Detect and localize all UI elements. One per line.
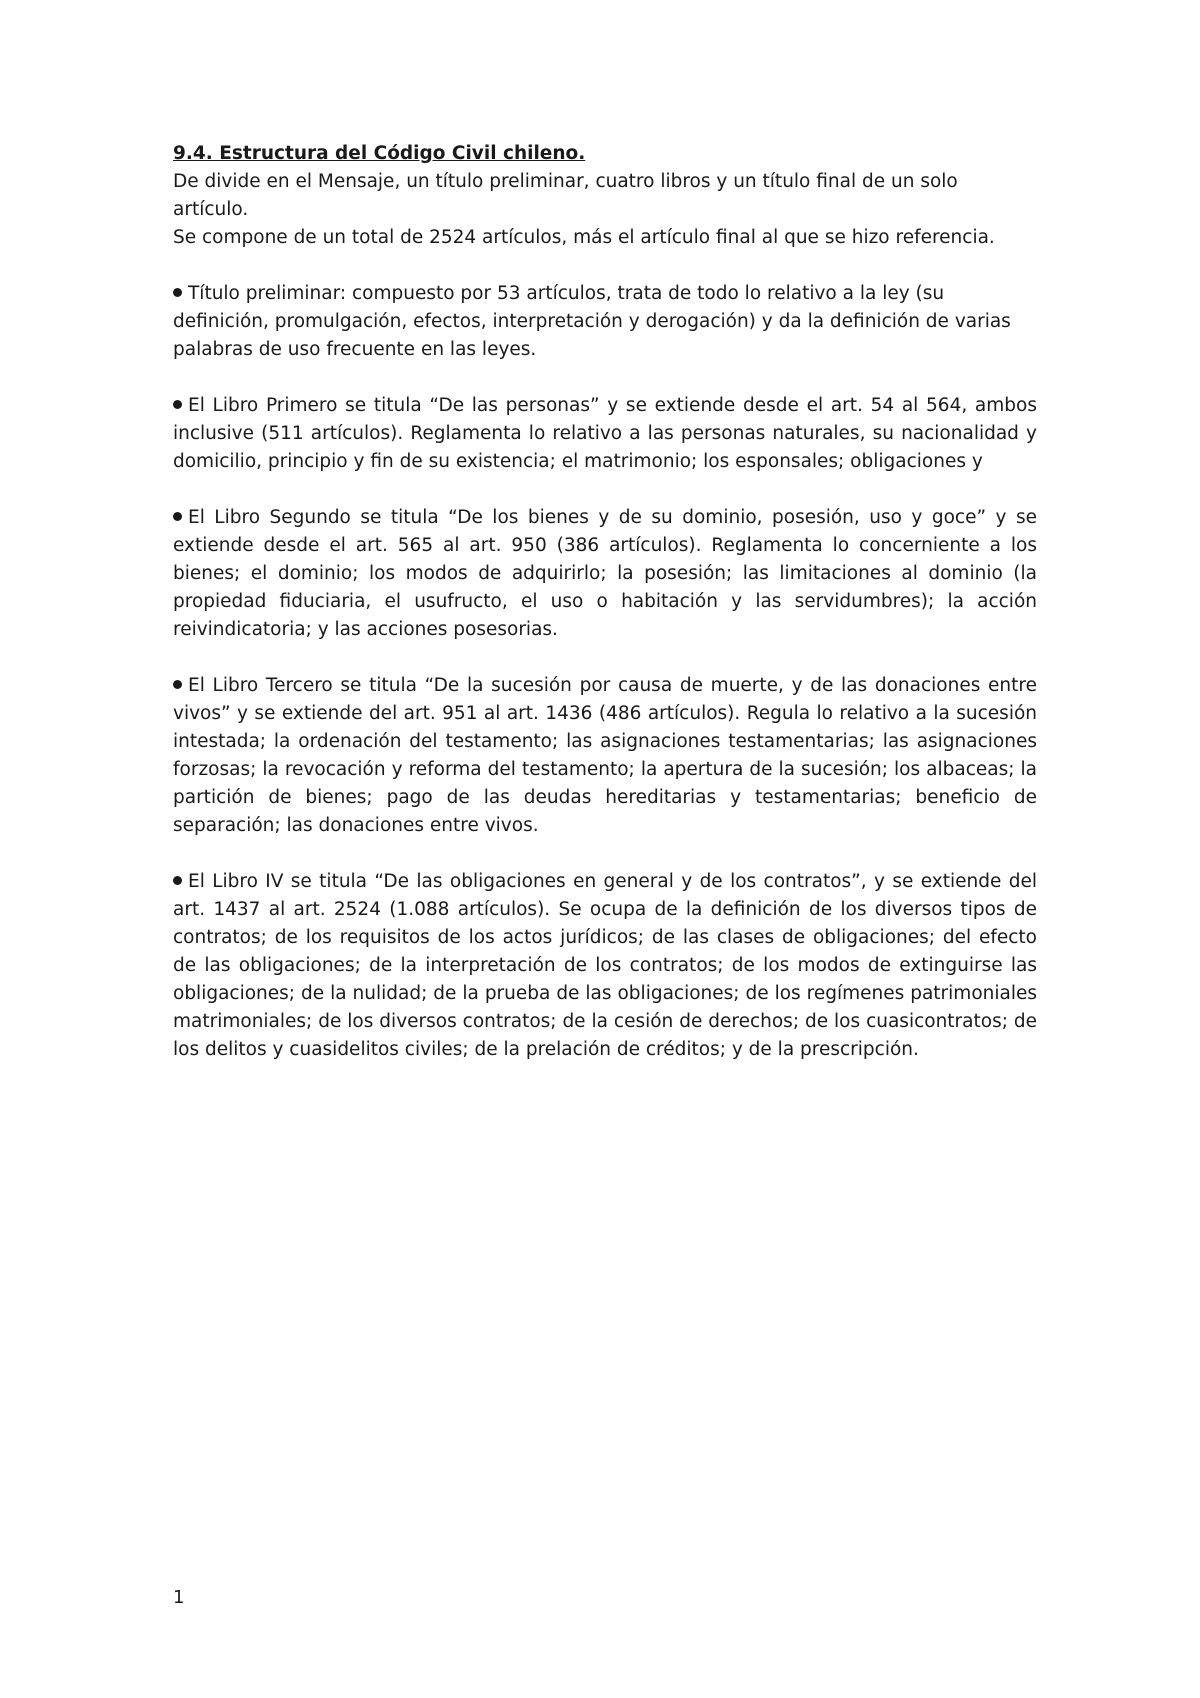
list-item-titulo-preliminar	[173, 280, 1037, 364]
list-item-text: El Libro Segundo se titula “De los bienes y de su dominio, posesión, uso y goce” y se extiende desde el art. 565 al art. 950 (386 artículos). Reglamenta lo concerniente a los bienes; el dominio; los modos de adquirirlo; la posesión; las limitaciones al dominio (la propiedad fiduciaria, el usufructo, el uso o habitación y las servidumbres); la acción reivindicatoria; y las acciones posesorias.	[173, 507, 1037, 640]
list-item-libro-tercero	[173, 672, 1037, 840]
bullet-icon	[173, 400, 182, 409]
list-item-libro-segundo	[173, 504, 1037, 644]
list-item-text: El Libro IV se titula “De las obligaciones en general y de los contratos”, y se extiende del art. 1437 al art. 2524 (1.088 artículos). Se ocupa de la definición de los diversos tipos de contratos; de los requisitos de los actos jurídicos; de las clases de obligaciones; del efecto de las obligaciones; de la interpretación de los contratos; de los modos de extinguirse las obligaciones; de la nulidad; de la prueba de las obligaciones; de los regímenes patrimoniales matrimoniales; de los diversos contratos; de la cesión de derechos; de los cuasicontratos; de los delitos y cuasidelitos civiles; de la prelación de créditos; y de la prescripción.	[173, 871, 1037, 1060]
intro-paragraph	[173, 168, 1037, 252]
bullet-icon	[173, 680, 182, 689]
list-item-text: Título preliminar: compuesto por 53 artículos, trata de todo lo relativo a la ley (su definición, promulgación, efectos, interpretación y derogación) y da la definición de varias palabras de uso frecuente en las leyes.	[173, 283, 1011, 360]
list-item-libro-primero	[173, 392, 1037, 476]
intro-line-1: De divide en el Mensaje, un título preliminar, cuatro libros y un título final de un solo artículo.	[173, 171, 958, 220]
list-item-text: El Libro Primero se titula “De las personas” y se extiende desde el art. 54 al 564, ambos inclusive (511 artículos). Reglamenta lo relativo a las personas naturales, su nacionalidad y domicilio, principio y fin de su existencia; el matrimonio; los esponsales; obligaciones y	[173, 395, 1037, 472]
page-number: 1	[173, 1587, 185, 1608]
intro-line-2: Se compone de un total de 2524 artículos, más el artículo final al que se hizo referencia.	[173, 227, 995, 248]
bullet-icon	[173, 876, 182, 885]
bullet-icon	[173, 512, 182, 521]
document-body	[173, 140, 1037, 1092]
section-heading: 9.4. Estructura del Código Civil chileno.	[173, 143, 586, 164]
bullet-icon	[173, 288, 182, 297]
list-item-libro-iv	[173, 868, 1037, 1064]
list-item-text: El Libro Tercero se titula “De la sucesión por causa de muerte, y de las donaciones entre vivos” y se extiende del art. 951 al art. 1436 (486 artículos). Regula lo relativo a la sucesión intestada; la ordenación del testamento; las asignaciones testamentarias; las asignaciones forzosas; la revocación y reforma del testamento; la apertura de la sucesión; los albaceas; la partición de bienes; pago de las deudas hereditarias y testamentarias; beneficio de separación; las donaciones entre vivos.	[173, 675, 1037, 836]
